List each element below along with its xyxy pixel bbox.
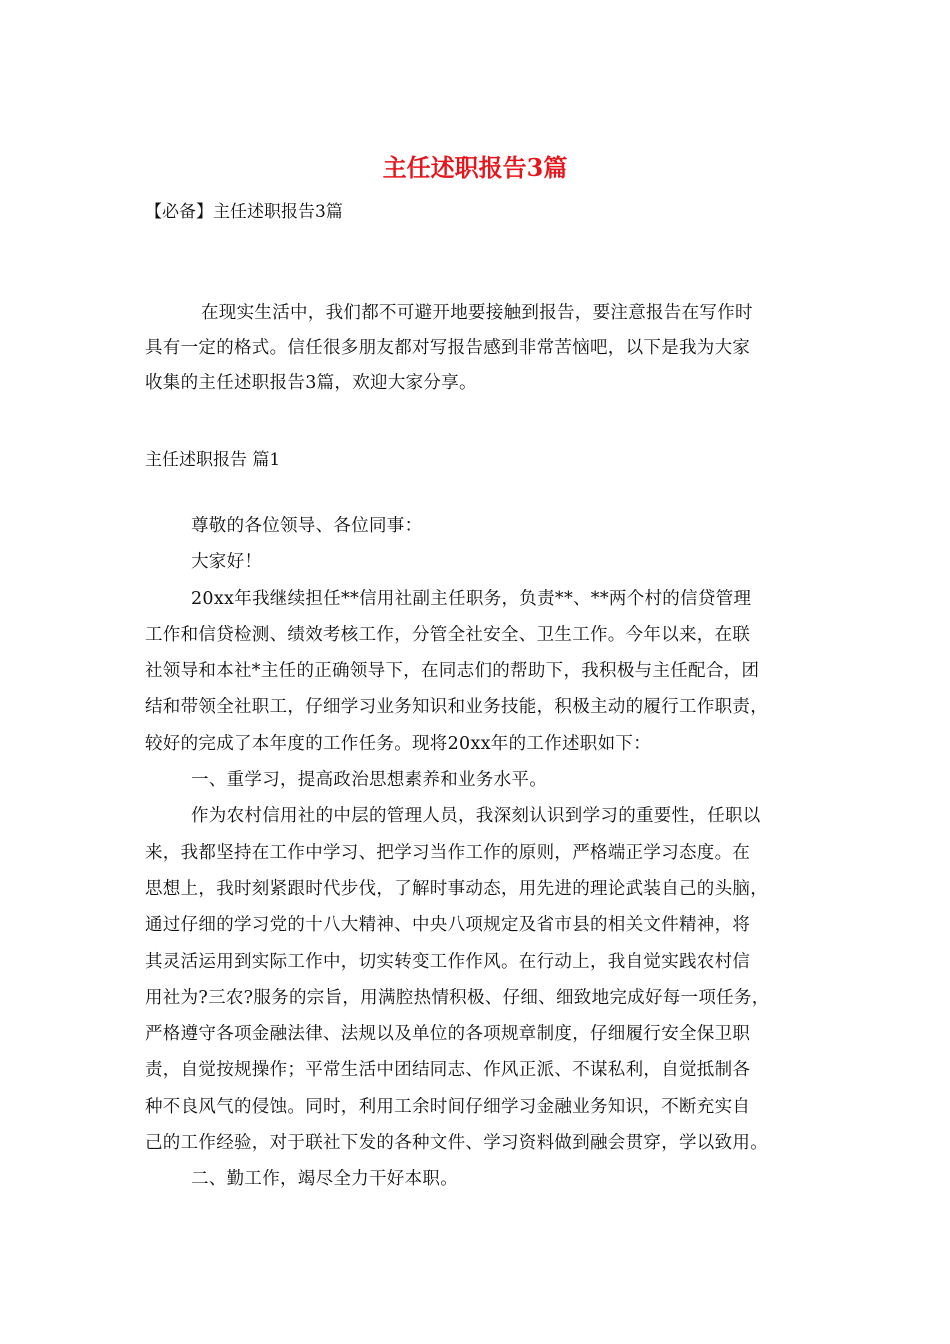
- intro-line: 具有一定的格式。信任很多朋友都对写报告感到非常苦恼吧，以下是我为大家: [145, 338, 751, 358]
- content-line: 来，我都坚持在工作中学习、把学习当作工作的原则，严格端正学习态度。在: [145, 842, 751, 863]
- content-line: 一、重学习，提高政治思想素养和业务水平。: [191, 770, 547, 791]
- content-line: 20xx年我继续担任**信用社副主任职务，负责**、**两个村的信贷管理: [191, 588, 752, 609]
- content-line: 种不良风气的侵蚀。同时，利用工余时间仔细学习金融业务知识，不断充实自: [145, 1096, 751, 1117]
- content-line: 作为农村信用社的中层的管理人员，我深刻认识到学习的重要性，任职以: [191, 806, 761, 827]
- content-line: 尊敬的各位领导、各位同事：: [191, 516, 423, 536]
- content-line: 工作和信贷检测、绩效考核工作，分管全社安全、卫生工作。今年以来，在联: [145, 624, 751, 645]
- intro-line: 收集的主任述职报告3篇，欢迎大家分享。: [145, 373, 477, 393]
- content-line: 己的工作经验，对于联社下发的各种文件、学习资料做到融会贯穿，学以致用。: [145, 1133, 768, 1154]
- content-line: 思想上，我时刻紧跟时代步伐，了解时事动态，用先进的理论武装自己的头脑，: [145, 878, 768, 899]
- content-line: 结和带领全社职工，仔细学习业务知识和业务技能，积极主动的履行工作职责，: [145, 697, 768, 718]
- intro-paragraph: [145, 296, 810, 401]
- intro-line: 在现实生活中，我们都不可避开地要接触到报告，要注意报告在写作时: [201, 303, 753, 323]
- content-line: 较好的完成了本年度的工作任务。现将20xx年的工作述职如下：: [145, 733, 652, 754]
- content-line: 大家好！: [191, 552, 263, 573]
- document-title: 主任述职报告3篇: [382, 153, 568, 182]
- report-content: [145, 508, 810, 1198]
- content-line: 责，自觉按规操作；平常生活中团结同志、作风正派、不谋私利，自觉抵制各: [145, 1060, 751, 1081]
- content-line: 用社为?三农?服务的宗旨，用满腔热情积极、仔细、细致地完成好每一项任务，: [145, 987, 770, 1008]
- content-line: 严格遵守各项金融法律、法规以及单位的各项规章制度，仔细履行安全保卫职: [145, 1024, 751, 1045]
- content-line: 其灵活运用到实际工作中，切实转变工作作风。在行动上，我自觉实践农村信: [145, 951, 751, 972]
- content-line: 社领导和本社*主任的正确领导下，在同志们的帮助下，我积极与主任配合，团: [145, 661, 760, 682]
- content-line: 通过仔细的学习党的十八大精神、中央八项规定及省市县的相关文件精神，将: [145, 915, 751, 936]
- section-heading: 主任述职报告 篇1: [145, 450, 281, 470]
- document-subtitle: 【必备】主任述职报告3篇: [145, 202, 343, 222]
- content-line: 二、勤工作，竭尽全力干好本职。: [191, 1169, 458, 1190]
